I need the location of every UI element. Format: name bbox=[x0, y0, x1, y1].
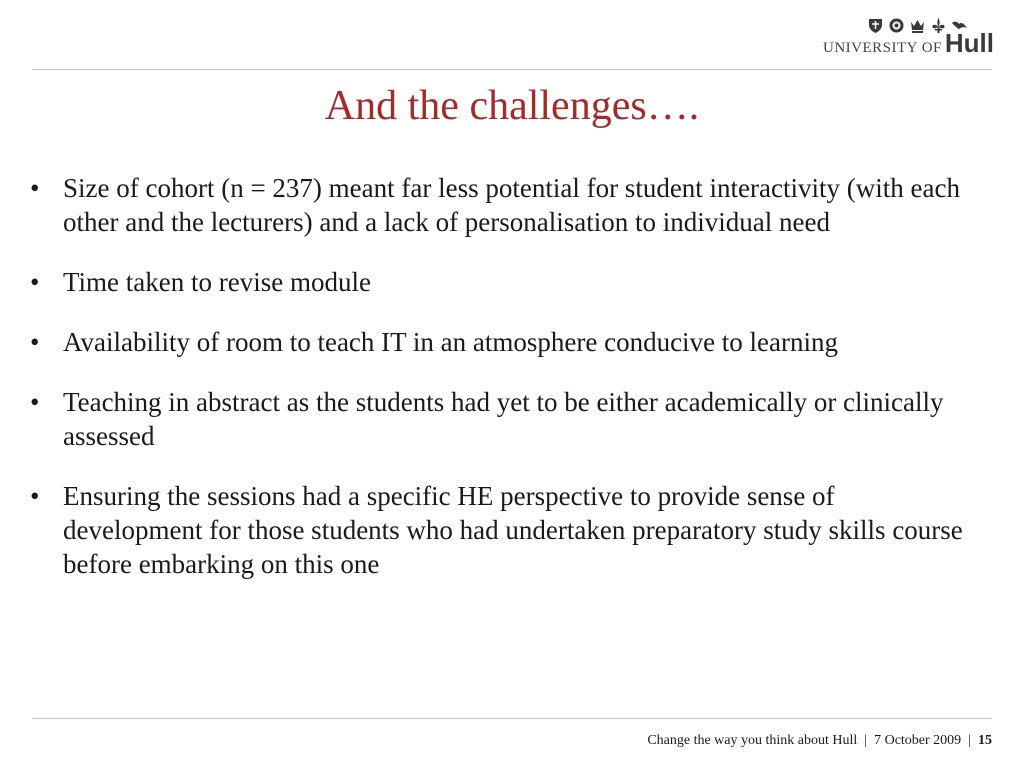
logo-university-text: UNIVERSITY OF bbox=[823, 40, 942, 56]
footer-tagline: Change the way you think about Hull bbox=[647, 733, 858, 748]
footer-separator: | bbox=[864, 733, 868, 748]
bullet-item bbox=[30, 385, 975, 453]
bullet-marker: • bbox=[30, 387, 40, 417]
logo-wordmark bbox=[823, 30, 994, 56]
bullet-item bbox=[30, 479, 975, 581]
footer-divider bbox=[32, 718, 992, 719]
header-divider bbox=[32, 69, 992, 70]
slide-footer bbox=[647, 733, 992, 749]
university-logo bbox=[798, 16, 994, 56]
logo-hull-text: Hull bbox=[944, 28, 994, 58]
footer-separator: | bbox=[968, 733, 971, 748]
slide-title: And the challenges…. bbox=[324, 83, 700, 129]
bullet-text: Ensuring the sessions had a specific HE perspective to provide sense of development for those students who had undertaken preparatory study skills course before embarking on this one bbox=[63, 481, 963, 579]
footer-date: 7 October 2009 bbox=[874, 733, 962, 748]
bullet-item bbox=[30, 265, 975, 299]
bullet-text: Availability of room to teach IT in an atmosphere conducive to learning bbox=[63, 327, 839, 357]
bullet-marker: • bbox=[30, 173, 40, 203]
bullet-item bbox=[30, 171, 975, 239]
bullet-text: Size of cohort (n = 237) meant far less potential for student interactivity (with each other and the lecturers) and a lack of personalisation to individual need bbox=[63, 173, 960, 237]
bullet-text: Time taken to revise module bbox=[63, 267, 371, 297]
bullet-text: Teaching in abstract as the students had yet to be either academically or clinically assessed bbox=[63, 387, 944, 451]
bullet-item bbox=[30, 325, 975, 359]
bullet-marker: • bbox=[30, 481, 40, 511]
page-number: 15 bbox=[978, 733, 992, 748]
bullet-marker: • bbox=[30, 267, 40, 297]
bullet-list bbox=[30, 171, 975, 607]
bullet-marker: • bbox=[30, 327, 40, 357]
